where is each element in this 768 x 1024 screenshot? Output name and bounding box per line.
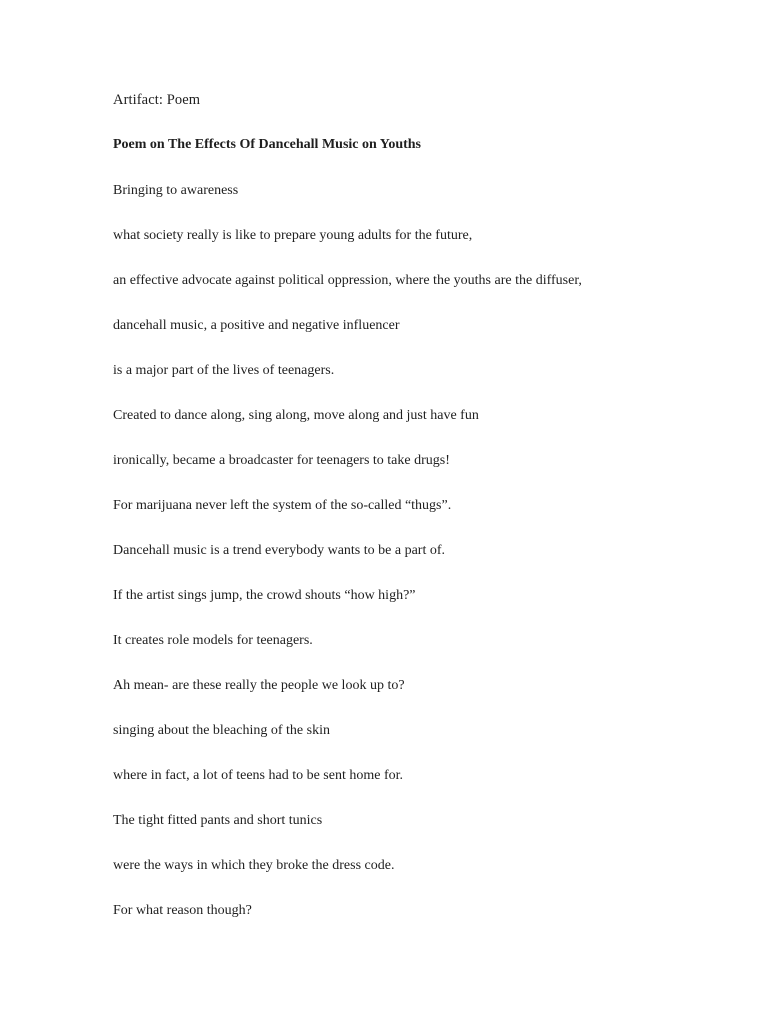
artifact-heading: Artifact: Poem: [113, 92, 201, 108]
poem-line: The tight fitted pants and short tunics: [113, 813, 323, 828]
poem-line: Dancehall music is a trend everybody wants to be a part of.: [113, 543, 446, 558]
poem-line: Ah mean- are these really the people we look up to?: [113, 678, 405, 693]
poem-line: Created to dance along, sing along, move along and just have fun: [113, 408, 479, 423]
poem-line: an effective advocate against political oppression, where the youths are the diffuser,: [113, 273, 582, 288]
poem-line: If the artist sings jump, the crowd shouts “how high?”: [113, 588, 416, 603]
poem-line: For marijuana never left the system of the so-called “thugs”.: [113, 498, 452, 513]
poem-line: singing about the bleaching of the skin: [113, 723, 330, 738]
poem-title: Poem on The Effects Of Dancehall Music on Youths: [113, 137, 421, 152]
poem-line: It creates role models for teenagers.: [113, 633, 313, 648]
poem-line: were the ways in which they broke the dress code.: [113, 858, 395, 873]
poem-line: For what reason though?: [113, 903, 252, 918]
poem-line: dancehall music, a positive and negative influencer: [113, 318, 400, 333]
poem-line: Bringing to awareness: [113, 183, 239, 198]
poem-body: [113, 182, 582, 947]
poem-line: ironically, became a broadcaster for teenagers to take drugs!: [113, 453, 450, 468]
poem-line: what society really is like to prepare young adults for the future,: [113, 228, 473, 243]
poem-line: is a major part of the lives of teenagers.: [113, 363, 335, 378]
poem-line: where in fact, a lot of teens had to be sent home for.: [113, 768, 404, 783]
